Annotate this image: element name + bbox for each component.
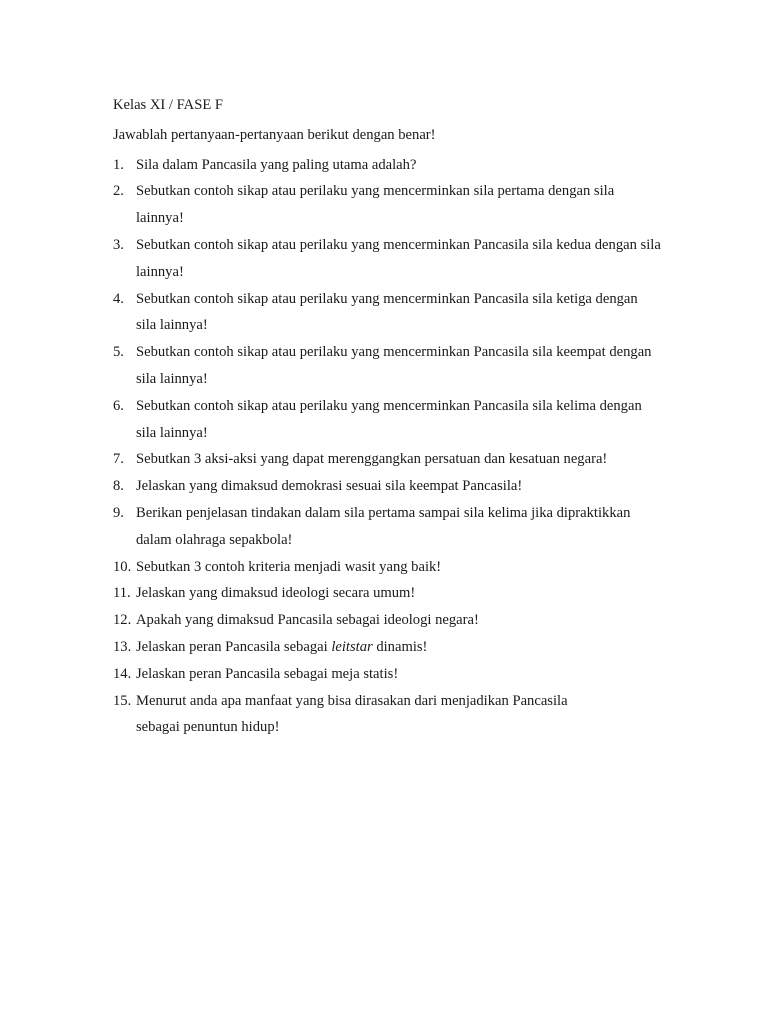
question-text bbox=[136, 661, 693, 688]
question-line: sila lainnya! bbox=[136, 317, 208, 334]
question-item bbox=[113, 473, 693, 500]
question-text bbox=[136, 152, 693, 179]
question-line: Sebutkan contoh sikap atau perilaku yang mencerminkan Pancasila sila kedua dengan sila bbox=[136, 236, 661, 253]
question-item bbox=[113, 232, 693, 286]
question-number: 4. bbox=[113, 290, 124, 307]
question-text bbox=[136, 446, 693, 473]
question-number: 10. bbox=[113, 558, 132, 575]
question-text bbox=[136, 178, 693, 232]
question-line: Sebutkan contoh sikap atau perilaku yang mencerminkan Pancasila sila keempat dengan bbox=[136, 344, 652, 361]
question-line: Jelaskan yang dimaksud ideologi secara umum! bbox=[136, 585, 416, 602]
question-line: sebagai penuntun hidup! bbox=[136, 719, 280, 736]
question-item bbox=[113, 152, 693, 179]
question-line: lainnya! bbox=[136, 263, 184, 280]
question-number: 8. bbox=[113, 478, 124, 495]
question-text bbox=[136, 473, 693, 500]
question-item bbox=[113, 688, 693, 742]
question-number: 13. bbox=[113, 638, 132, 655]
question-item bbox=[113, 607, 693, 634]
question-line: Jelaskan peran Pancasila sebagai meja statis! bbox=[136, 665, 399, 682]
question-number: 15. bbox=[113, 692, 132, 709]
question-item bbox=[113, 661, 693, 688]
question-text bbox=[136, 634, 693, 661]
question-number: 6. bbox=[113, 397, 124, 414]
question-item bbox=[113, 446, 693, 473]
question-text bbox=[136, 500, 693, 554]
question-line: Menurut anda apa manfaat yang bisa dirasakan dari menjadikan Pancasila bbox=[136, 692, 568, 709]
question-item bbox=[113, 286, 693, 340]
question-number: 14. bbox=[113, 665, 132, 682]
question-line: sila lainnya! bbox=[136, 424, 208, 441]
question-line: lainnya! bbox=[136, 210, 184, 227]
question-item bbox=[113, 554, 693, 581]
question-text bbox=[136, 554, 693, 581]
question-line: Sebutkan 3 aksi-aksi yang dapat merenggangkan persatuan dan kesatuan negara! bbox=[136, 451, 608, 468]
question-text bbox=[136, 339, 693, 393]
question-line: Berikan penjelasan tindakan dalam sila pertama sampai sila kelima jika dipraktikkan bbox=[136, 504, 631, 521]
question-line: dalam olahraga sepakbola! bbox=[136, 531, 293, 548]
question-text bbox=[136, 286, 693, 340]
question-list bbox=[113, 152, 693, 742]
question-segment: Jelaskan peran Pancasila sebagai bbox=[136, 638, 332, 655]
document-page bbox=[113, 92, 693, 741]
question-item bbox=[113, 500, 693, 554]
question-number: 9. bbox=[113, 504, 124, 521]
question-item bbox=[113, 178, 693, 232]
question-item bbox=[113, 634, 693, 661]
question-number: 3. bbox=[113, 236, 124, 253]
question-number: 2. bbox=[113, 183, 124, 200]
question-segment: dinamis! bbox=[372, 638, 428, 655]
question-line: Sebutkan contoh sikap atau perilaku yang mencerminkan Pancasila sila kelima dengan bbox=[136, 397, 642, 414]
question-number: 12. bbox=[113, 612, 132, 629]
question-text bbox=[136, 607, 693, 634]
question-item bbox=[113, 339, 693, 393]
question-line: Jelaskan yang dimaksud demokrasi sesuai sila keempat Pancasila! bbox=[136, 478, 523, 495]
question-number: 7. bbox=[113, 451, 124, 468]
question-number: 11. bbox=[113, 585, 131, 602]
instruction-text: Jawablah pertanyaan-pertanyaan berikut dengan benar! bbox=[113, 126, 436, 143]
question-text bbox=[136, 580, 693, 607]
question-text bbox=[136, 393, 693, 447]
question-line: Sebutkan contoh sikap atau perilaku yang mencerminkan sila pertama dengan sila bbox=[136, 183, 615, 200]
question-line: Sebutkan contoh sikap atau perilaku yang mencerminkan Pancasila sila ketiga dengan bbox=[136, 290, 638, 307]
question-item bbox=[113, 580, 693, 607]
class-label: Kelas XI / FASE F bbox=[113, 97, 223, 113]
italic-term: leitstar bbox=[331, 638, 373, 655]
question-line: Sila dalam Pancasila yang paling utama adalah? bbox=[136, 156, 417, 173]
question-text bbox=[136, 232, 693, 286]
question-line: sila lainnya! bbox=[136, 370, 208, 387]
question-number: 1. bbox=[113, 156, 124, 173]
question-number: 5. bbox=[113, 344, 124, 361]
question-text bbox=[136, 688, 693, 742]
question-line: Sebutkan 3 contoh kriteria menjadi wasit yang baik! bbox=[136, 558, 442, 575]
question-line: Apakah yang dimaksud Pancasila sebagai ideologi negara! bbox=[136, 612, 479, 629]
question-line bbox=[136, 634, 693, 661]
question-item bbox=[113, 393, 693, 447]
